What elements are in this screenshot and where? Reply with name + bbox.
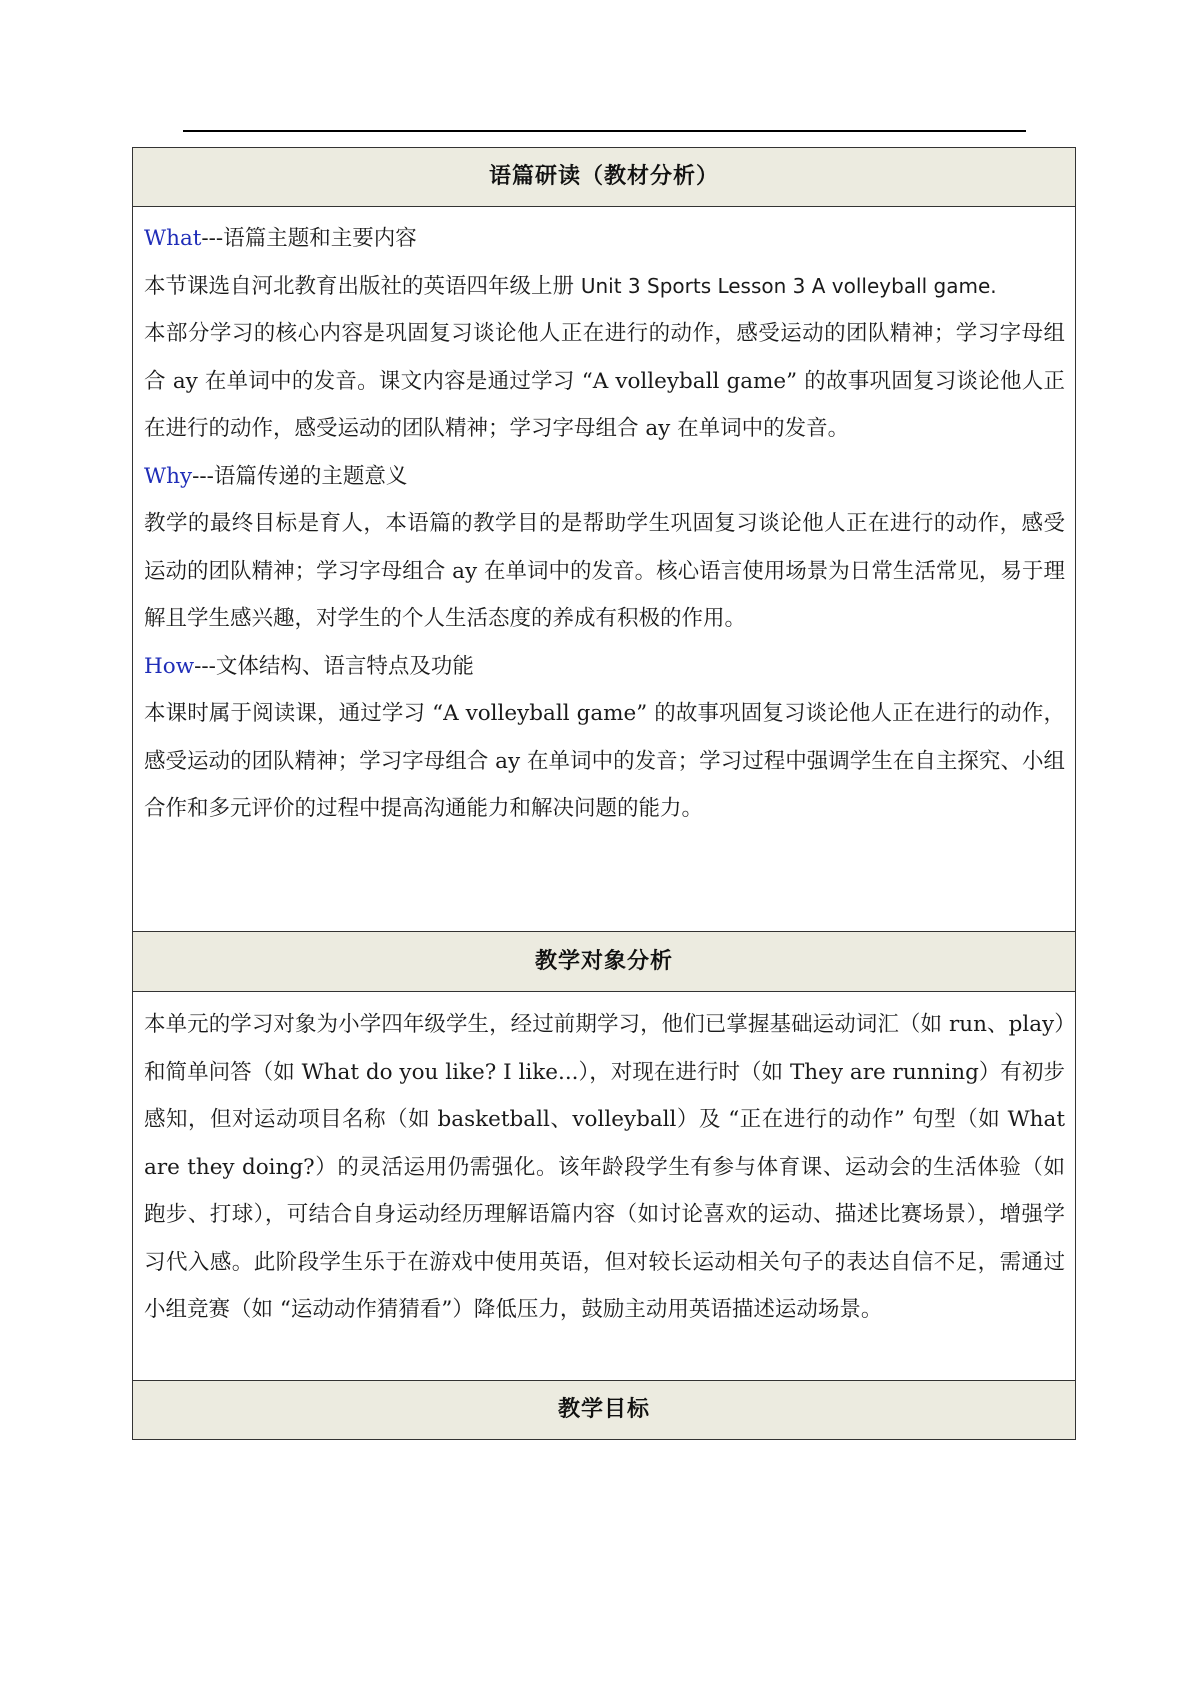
text-study-title: 语篇研读（教材分析） [133,148,1076,207]
how-heading-line [144,643,1065,691]
section-header-row [133,1381,1076,1440]
learner-analysis-body: 本单元的学习对象为小学四年级学生，经过前期学习，他们已掌握基础运动词汇（如 run、play）和简单问答（如 What do you like? I like...），对现在进行时（如 They are running）有初步感知，但对运动项目名称（如 basketball、volleyball）及 “正在进行的动作” 句型（如 What are they doing?）的灵活运用仍需强化。该年龄段学生有参与体育课、运动会的生活体验（如跑步、打球），可结合自身运动经历理解语篇内容（如讨论喜欢的运动、描述比赛场景），增强学习代入感。此阶段学生乐于在游戏中使用英语，但对较长运动相关句子的表达自信不足，需通过小组竞赛（如 “运动动作猜猜看”）降低压力，鼓励主动用英语描述运动场景。 [144,1012,1065,1322]
what-heading-line [144,215,1065,263]
objectives-title: 教学目标 [133,1381,1076,1440]
learner-analysis-cell [133,992,1076,1381]
why-heading-line [144,453,1065,501]
section-header-row [133,932,1076,992]
what-body: 本部分学习的核心内容是巩固复习谈论他人正在进行的动作，感受运动的团队精神；学习字母组合 ay 在单词中的发音。课文内容是通过学习 “A volleyball game” 的故事巩固复习谈论他人正在进行的动作，感受运动的团队精神；学习字母组合 ay 在单词中的发音。 [144,321,1065,441]
what-heading: ---语篇主题和主要内容 [201,226,417,251]
lesson-plan-table [132,147,1076,1440]
how-body: 本课时属于阅读课，通过学习 “A volleyball game” 的故事巩固复习谈论他人正在进行的动作，感受运动的团队精神；学习字母组合 ay 在单词中的发音；学习过程中强调学生在自主探究、小组合作和多元评价的过程中提高沟通能力和解决问题的能力。 [144,701,1065,821]
header-rule [183,130,1026,132]
what-keyword: What [144,226,202,251]
why-body: 教学的最终目标是育人，本语篇的教学目的是帮助学生巩固复习谈论他人正在进行的动作，感受运动的团队精神；学习字母组合 ay 在单词中的发音。核心语言使用场景为日常生活常见，易于理解且学生感兴趣，对学生的个人生活态度的养成有积极的作用。 [144,511,1065,631]
how-heading: ---文体结构、语言特点及功能 [194,653,474,679]
section-body-row [133,992,1076,1381]
what-intro-line [144,263,1065,311]
text-study-body [133,207,1076,932]
section-body-row [133,207,1076,932]
section-header-row [133,148,1076,207]
what-intro-cn: 本节课选自河北教育出版社的英语四年级上册 [144,273,581,299]
learner-analysis-title: 教学对象分析 [133,932,1076,992]
why-keyword: Why [144,463,193,489]
why-heading: ---语篇传递的主题意义 [192,463,408,489]
how-keyword: How [144,653,195,679]
what-intro-en: Unit 3 Sports Lesson 3 A volleyball game. [580,273,997,298]
